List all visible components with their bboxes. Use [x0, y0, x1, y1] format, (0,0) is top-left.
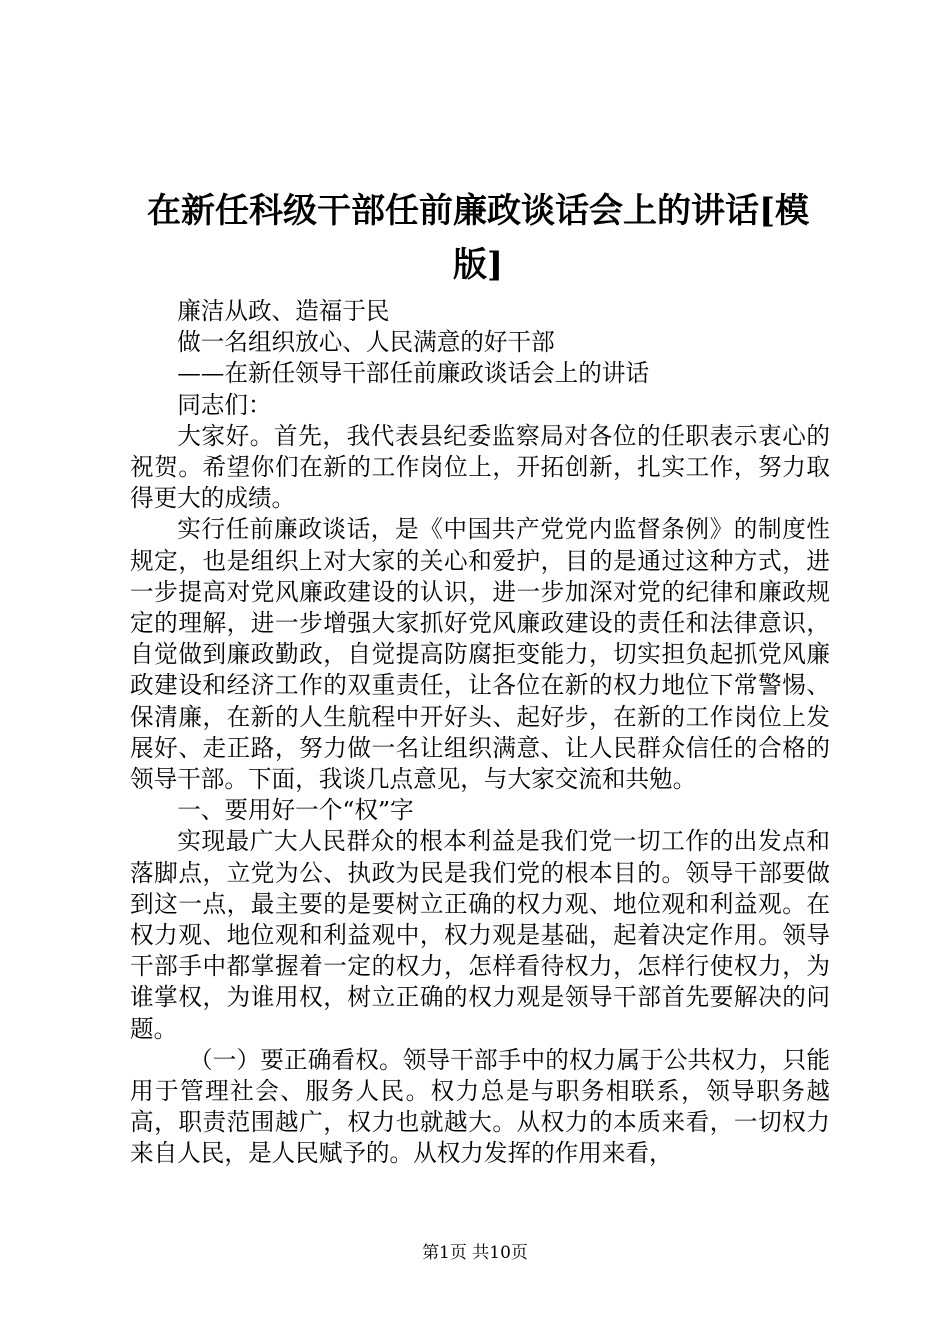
paragraph-section-1: 实现最广大人民群众的根本利益是我们党一切工作的出发点和落脚点，立党为公、执政为民是我们党的根本目的。领导干部要做到这一点，最主要的是要树立正确的权力观、地位观和利益观。在权力观、地位观和利益观中，权力观是基础，起着决定作用。领导干部手中都掌握着一定的权力，怎样看待权力，怎样行使权力，为谁掌权，为谁用权，树立正确的权力观是领导干部首先要解决的问题。 [130, 827, 830, 1043]
document-body [130, 296, 830, 1170]
paragraph-purpose: 实行任前廉政谈话，是《中国共产党党内监督条例》的制度性规定，也是组织上对大家的关心和爱护，目的是通过这种方式，进一步提高对党风廉政建设的认识，进一步加深对党的纪律和廉政规定的理解，进一步增强大家抓好党风廉政建设的责任和法律意识，自觉做到廉政勤政，自觉提高防腐拒变能力，切实担负起抓党风廉政建设和经济工作的双重责任，让各位在新的权力地位下常警惕、保清廉，在新的人生航程中开好头、起好步，在新的工作岗位上发展好、走正路，努力做一名让组织满意、让人民群众信任的合格的领导干部。下面，我谈几点意见，与大家交流和共勉。 [130, 515, 830, 794]
subtitle-line-2: 做一名组织放心、人民满意的好干部 [177, 328, 555, 357]
document-title: 在新任科级干部任前廉政谈话会上的讲话[模版] [146, 191, 810, 285]
salutation: 同志们： [177, 390, 272, 419]
section-heading-1: 一、要用好一个“权”字 [177, 796, 414, 825]
paragraph-greeting: 大家好。首先，我代表县纪委监察局对各位的任职表示衷心的祝贺。希望你们在新的工作岗位上，开拓创新，扎实工作，努力取得更大的成绩。 [130, 421, 830, 513]
paragraph-subsection-1: （一）要正确看权。领导干部手中的权力属于公共权力，只能用于管理社会、服务人民。权力总是与职务相联系，领导职务越高，职责范围越广，权力也就越大。从权力的本质来看，一切权力来自人民，是人民赋予的。从权力发挥的作用来看， [130, 1045, 830, 1168]
subtitle-line-1: 廉洁从政、造福于民 [177, 297, 390, 325]
subtitle-line-3: ——在新任领导干部任前廉政谈话会上的讲话 [177, 359, 650, 388]
page-footer: 第1页 共10页 [422, 1243, 528, 1263]
